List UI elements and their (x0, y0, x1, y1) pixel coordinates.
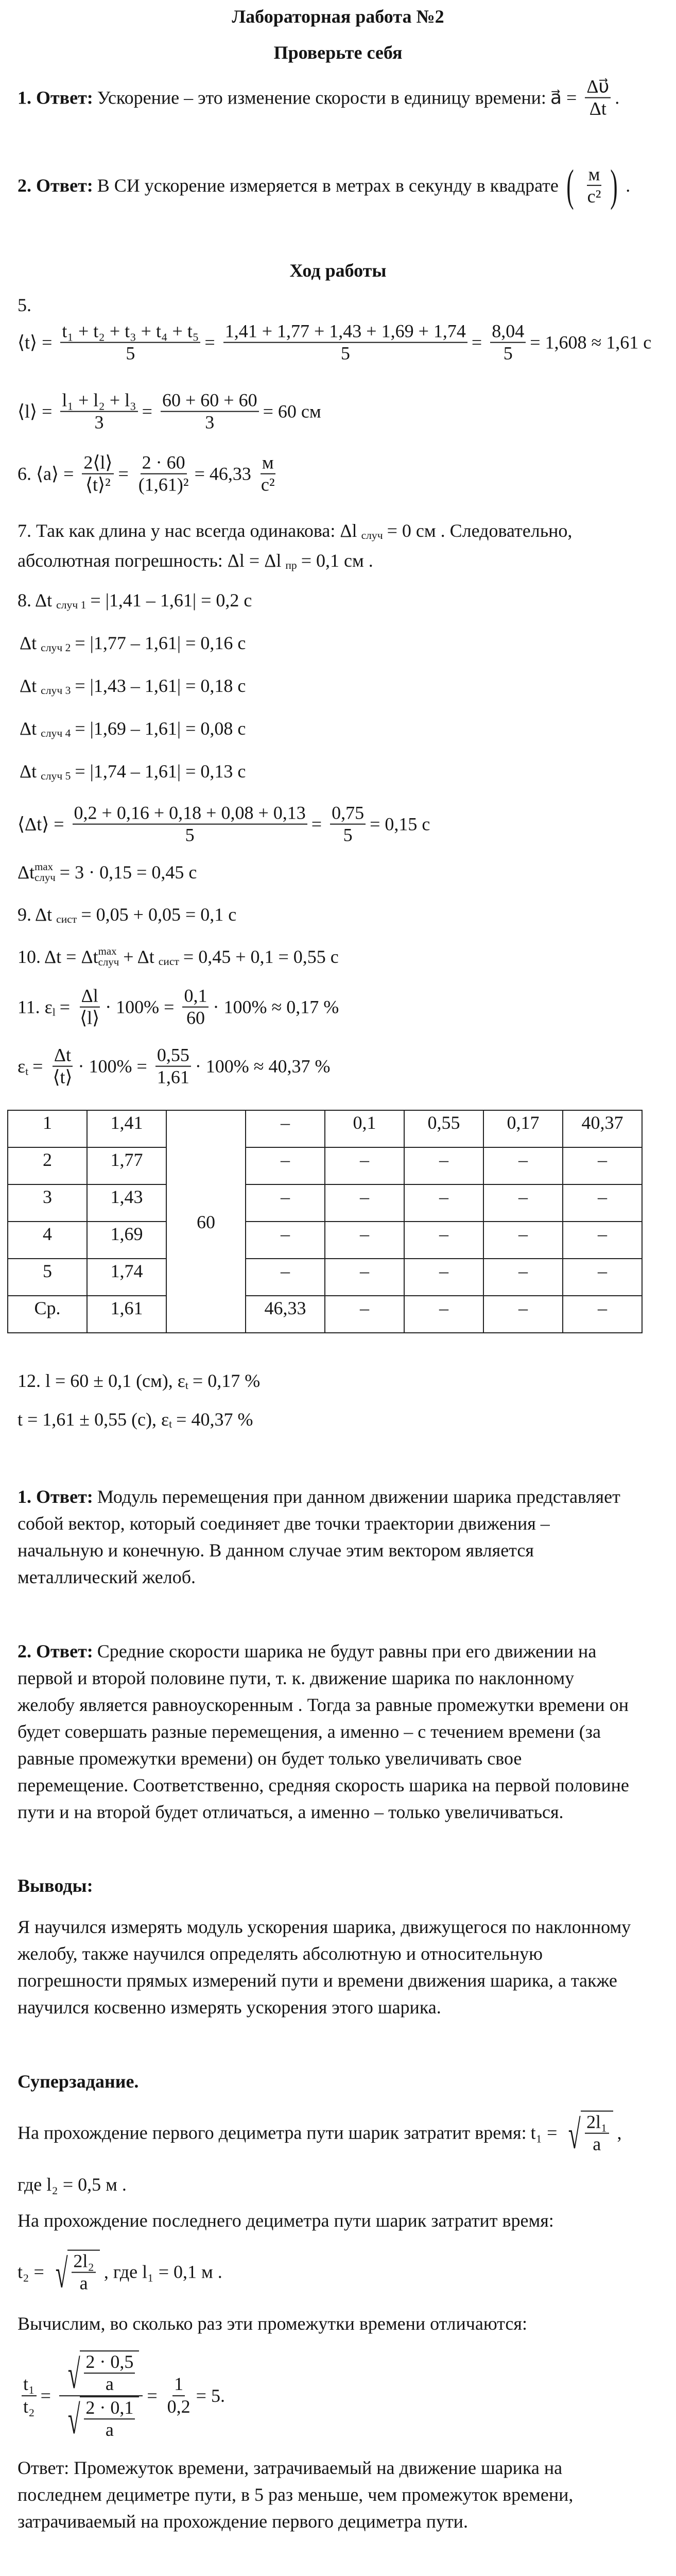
cell-trial-number: 4 (8, 1222, 87, 1259)
formula-lhs: ⟨t⟩ = (18, 332, 53, 353)
numerator: Δt (53, 1045, 73, 1067)
text: = |1,69 – 1,61| = 0,08 с (75, 718, 246, 739)
numerator: 1 (172, 2374, 185, 2396)
subscript: случ 2 (41, 641, 71, 654)
text: + Δt (123, 946, 154, 967)
fraction (137, 452, 190, 496)
cell-trial-number: 1 (8, 1110, 87, 1147)
cell-value: – (404, 1147, 483, 1184)
cell-value: – (246, 1147, 325, 1184)
text: · 100% = (78, 1056, 147, 1077)
section-heading-progress: Ход работы (289, 260, 387, 281)
radical-icon: √ (568, 2112, 581, 2158)
numerator: t₁ (22, 2374, 37, 2396)
radical-icon: √ (67, 2397, 80, 2443)
fraction (330, 803, 366, 846)
table-row (8, 1222, 642, 1259)
superscript: max (98, 945, 117, 958)
denominator: a (105, 2374, 114, 2395)
formula-lhs: a⃗ = (550, 88, 577, 108)
text: 11. ε (18, 997, 53, 1018)
text: = |1,43 – 1,61| = 0,18 с (75, 675, 246, 696)
text: Δt (20, 718, 37, 739)
answer-1-line (18, 1539, 538, 1561)
step-9-systematic-error (18, 904, 240, 925)
cell-value: – (483, 1147, 563, 1184)
denominator: 0,2 (167, 2396, 190, 2417)
fraction (73, 803, 307, 846)
answer-text: металлический желоб. (18, 1567, 196, 1587)
formula-lhs: ⟨l⟩ = (18, 401, 53, 422)
fraction (161, 390, 259, 434)
cell-time: 1,77 (87, 1147, 166, 1184)
step-12-length-result (18, 1370, 264, 1392)
text: Δt (20, 633, 37, 653)
answer-2-line (18, 1774, 633, 1796)
answer-text: В СИ ускорение измеряется в метрах в секунду в квадрате (97, 175, 559, 196)
answer-text: собой вектор, который соединяет две точки траектории движения – (18, 1513, 550, 1534)
denominator: ⟨t⟩² (85, 474, 111, 495)
random-error-row-4 (20, 718, 250, 739)
cell-value: – (325, 1147, 404, 1184)
punctuation: , (617, 2123, 622, 2143)
cell-value: – (404, 1296, 483, 1333)
cell-value: – (404, 1259, 483, 1296)
fraction (51, 1045, 74, 1089)
subscript: t (185, 1379, 188, 1392)
random-error-row-3 (20, 675, 250, 697)
answer-2-line (18, 1667, 578, 1689)
answer-1-line (18, 1486, 625, 1507)
numerator: Δυ⃗ (585, 76, 611, 98)
numerator: 2 · 60 (141, 452, 187, 474)
equals: = (118, 464, 129, 484)
answer-text: начальную и конечную. В данном случае этим вектором является (18, 1540, 534, 1561)
conclusions-line (18, 1943, 547, 1964)
numerator (59, 2350, 143, 2396)
text: желобу, также научился определять абсолютную и относительную (18, 1943, 543, 1964)
text: = 3 · 0,15 = 0,45 с (59, 862, 197, 883)
cell-value: – (404, 1184, 483, 1222)
answer-2-line (18, 1694, 633, 1716)
denominator: 5 (343, 825, 353, 845)
super-last-line (18, 2210, 558, 2231)
step-7-line-2 (18, 550, 377, 571)
subscript: случ 3 (41, 684, 71, 697)
punctuation: . (615, 88, 620, 108)
numerator: 0,75 (330, 803, 366, 825)
result: = 46,33 (194, 464, 251, 484)
table-row (8, 1110, 642, 1147)
text: = 0,05 + 0,05 = 0,1 с (81, 904, 237, 925)
equals: = (32, 1056, 43, 1077)
denominator: a (79, 2273, 88, 2294)
numerator: 0,1 (182, 986, 209, 1008)
formula-max-random-error (18, 861, 201, 883)
nested-fraction (59, 2350, 143, 2441)
answer-2-line (18, 1801, 568, 1823)
text: 7. Так как длина у нас всегда одинакова: Δl (18, 520, 357, 541)
denominator: 3 (205, 412, 215, 433)
fraction (72, 2251, 96, 2295)
result: = 1,608 ≈ 1,61 с (530, 332, 652, 353)
super-task-heading: Суперзадание. (18, 2071, 139, 2092)
denominator: с² (587, 186, 601, 207)
numerator: 0,2 + 0,16 + 0,18 + 0,08 + 0,13 (73, 803, 307, 825)
cell-value: – (246, 1110, 325, 1147)
denominator: 5 (503, 343, 513, 364)
cell-value: – (563, 1259, 642, 1296)
cell-value: – (246, 1222, 325, 1259)
cell-value: – (563, 1222, 642, 1259)
cell-time: 1,41 (87, 1110, 166, 1147)
super-ratio-formula (18, 2350, 229, 2441)
equals: = (204, 332, 215, 353)
radical-icon: √ (67, 2351, 80, 2397)
sup-sub (98, 946, 119, 968)
fraction (166, 2374, 192, 2418)
answer-text: Ускорение – это изменение скорости в единицу времени: (97, 88, 546, 108)
result: = 5. (196, 2385, 225, 2406)
answer-text: пути и на второй будет отличаться, а именно – только увеличиваться. (18, 1802, 564, 1822)
answer-text: первой и второй половине пути, т. к. движение шарика по наклонному (18, 1668, 575, 1688)
cell-time: 1,61 (87, 1296, 166, 1333)
answer-text: желобу является равноускоренным . Тогда за равные промежутки времени он (18, 1694, 629, 1715)
random-error-row-2 (20, 632, 250, 654)
numerator: l₁ + l₂ + l₃ (60, 390, 137, 412)
numerator: м (587, 164, 602, 186)
result: · 100% ≈ 0,17 % (213, 997, 339, 1018)
subscript: сист (56, 913, 77, 926)
result: · 100% ≈ 40,37 % (195, 1056, 331, 1077)
super-compare-line (18, 2313, 531, 2334)
fraction (84, 2351, 135, 2395)
cell-trial-number: 2 (8, 1147, 87, 1184)
text: Ответ: Промежуток времени, затрачиваемый на движение шарика на (18, 2458, 563, 2478)
text: = |1,41 – 1,61| = 0,2 с (90, 590, 252, 611)
fraction (84, 2397, 135, 2441)
left-paren: ( (566, 160, 574, 210)
text: Вычислим, во сколько раз эти промежутки времени отличаются: (18, 2313, 527, 2334)
cell-time: 1,74 (87, 1259, 166, 1296)
unit-fraction (259, 452, 276, 496)
text: Я научился измерять модуль ускорения шарика, движущегося по наклонному (18, 1917, 631, 1937)
subscript: случ (34, 871, 56, 884)
fraction (78, 986, 101, 1029)
text: = 0,17 % (192, 1370, 261, 1391)
formula-mean-random-error (18, 803, 434, 846)
text: где l₂ = 0,5 м . (18, 2174, 127, 2195)
formula-lhs: t₁ = (530, 2123, 558, 2143)
fraction (60, 321, 200, 365)
numerator: 0,55 (155, 1045, 191, 1067)
numerator: 2 · 0,1 (84, 2397, 135, 2419)
page-title: Лабораторная работа №2 (232, 6, 444, 27)
cell-value: 0,55 (404, 1110, 483, 1147)
fraction (60, 390, 137, 434)
table-row (8, 1259, 642, 1296)
denominator: a (593, 2134, 601, 2155)
cell-value: 0,1 (325, 1110, 404, 1147)
conclusions-heading: Выводы: (18, 1875, 93, 1896)
step-5-number (18, 294, 36, 316)
sqrt (63, 2350, 139, 2395)
equals: = (471, 332, 482, 353)
text: · 100% = (105, 997, 175, 1018)
cell-value: – (483, 1296, 563, 1333)
answer-1-line (18, 1566, 200, 1588)
equals: = (59, 997, 71, 1018)
numerator: t₁ + t₂ + t₃ + t₄ + t₅ (60, 321, 200, 343)
table-row (8, 1296, 642, 1333)
equals: = (142, 401, 152, 422)
numerator: 1,41 + 1,77 + 1,43 + 1,69 + 1,74 (223, 321, 467, 343)
answer-label: 2. Ответ: (18, 175, 93, 196)
conclusions-line (18, 1916, 635, 1938)
super-answer-line (18, 2511, 472, 2532)
answer-1-line (18, 1513, 554, 1534)
denominator: 5 (126, 343, 135, 364)
denominator: ⟨t⟩ (53, 1067, 73, 1088)
random-error-row-5 (20, 760, 250, 782)
answer-text: Модуль перемещения при данном движении шарика представляет (97, 1486, 620, 1507)
table-row (8, 1147, 642, 1184)
sup-sub (34, 861, 56, 883)
text: , где l₁ = 0,1 м . (103, 2262, 222, 2282)
result: = 60 см (263, 401, 321, 422)
equals: = (40, 2385, 51, 2406)
cell-value: – (563, 1184, 642, 1222)
text: = |1,74 – 1,61| = 0,13 с (75, 761, 246, 782)
denominator (59, 2396, 143, 2441)
formula-mean-acceleration (18, 452, 281, 496)
cell-value: – (404, 1222, 483, 1259)
numerator: 2l₂ (72, 2251, 96, 2273)
cell-value: – (563, 1296, 642, 1333)
numerator: 2l₁ (585, 2112, 609, 2134)
numerator: 8,04 (490, 321, 526, 343)
conclusions-line (18, 1970, 621, 1991)
step-7-line-1 (18, 520, 576, 541)
right-paren: ) (610, 160, 618, 210)
cell-value: – (483, 1222, 563, 1259)
numerator: 60 + 60 + 60 (161, 390, 259, 412)
text: 9. Δt (18, 904, 53, 925)
text: = 0,45 + 0,1 = 0,55 с (183, 946, 339, 967)
cell-value: 46,33 (246, 1296, 325, 1333)
section-heading-check: Проверьте себя (273, 42, 403, 63)
numerator: Δl (80, 986, 100, 1008)
fraction (155, 1045, 191, 1089)
formula-mean-time (18, 321, 655, 365)
text: затрачиваемый на прохождение первого дециметра пути. (18, 2511, 468, 2532)
super-t2-formula (18, 2250, 227, 2295)
answer-2-line (18, 1640, 600, 1662)
cell-value: – (325, 1184, 404, 1222)
denominator: a (105, 2419, 114, 2441)
denominator: 60 (186, 1008, 205, 1028)
cell-value: – (325, 1296, 404, 1333)
random-error-row-1 (18, 589, 256, 611)
text: t = 1,61 ± 0,55 (с), ε (18, 1409, 169, 1430)
text: Δt (18, 862, 35, 883)
result: = 0,15 с (370, 814, 430, 835)
step-number: 5. (18, 295, 31, 315)
text: Δt (20, 761, 37, 782)
answer-text: перемещение. Соответственно, средняя скорость шарика на первой половине (18, 1775, 629, 1795)
text: Δt (20, 675, 37, 696)
answer-text: Средние скорости шарика не будут равны при его движении на (97, 1641, 597, 1662)
subscript: случ 4 (41, 727, 71, 740)
sqrt (63, 2396, 139, 2441)
denominator: 5 (340, 343, 350, 364)
denominator: Δt (589, 98, 606, 119)
fraction (182, 986, 209, 1029)
text: научился косвенно измерять ускорения этого шарика. (18, 1997, 441, 2018)
text: 8. Δt (18, 590, 53, 611)
radical-icon: √ (55, 2251, 68, 2297)
numerator: 2⟨l⟩ (82, 452, 114, 474)
step-10-total-error (18, 946, 343, 968)
answer-2-line (18, 1721, 605, 1742)
text: На прохождение первого дециметра пути шарик затратит время: (18, 2123, 527, 2143)
equals: = (147, 2385, 158, 2406)
subscript: t (25, 1065, 29, 1078)
text: = |1,77 – 1,61| = 0,16 с (75, 633, 246, 653)
formula-lhs: t₂ = (18, 2262, 44, 2282)
text: погрешности прямых измерений пути и времени движения шарика, а также (18, 1970, 617, 1991)
answer-text: равные промежутки времени) он будет только увеличивать свое (18, 1748, 522, 1769)
fraction (82, 452, 114, 496)
answer-label: 1. Ответ: (18, 1486, 93, 1507)
cell-value: – (246, 1259, 325, 1296)
cell-value: – (483, 1259, 563, 1296)
denominator: 5 (185, 825, 195, 845)
step-12-time-result (18, 1409, 257, 1430)
answer-label: 2. Ответ: (18, 1641, 93, 1662)
cell-time: 1,69 (87, 1222, 166, 1259)
sqrt (563, 2111, 613, 2156)
numerator: 2 · 0,5 (84, 2351, 135, 2374)
sqrt (50, 2250, 100, 2295)
conclusions-line (18, 1996, 445, 2018)
subscript: l (52, 1006, 56, 1019)
super-where-1 (18, 2174, 131, 2195)
denominator: t₂ (23, 2396, 35, 2417)
numerator: м (261, 452, 275, 474)
fraction (223, 321, 467, 365)
formula-mean-length (18, 390, 325, 434)
superscript: max (34, 860, 54, 873)
super-answer-line (18, 2457, 566, 2479)
table-row (8, 1184, 642, 1222)
cell-length: 60 (166, 1110, 246, 1333)
subscript: случ 5 (41, 770, 71, 783)
cell-value: – (325, 1222, 404, 1259)
text: = 0 см . Следовательно, (387, 520, 573, 541)
cell-trial-number: 3 (8, 1184, 87, 1222)
cell-trial-number: 5 (8, 1259, 87, 1296)
cell-trial-number: Ср. (8, 1296, 87, 1333)
unit-fraction (586, 164, 603, 208)
subscript: случ (98, 956, 119, 968)
answer-label: 1. Ответ: (18, 88, 93, 108)
cell-value: 40,37 (563, 1110, 642, 1147)
denominator: с² (261, 474, 275, 495)
formula-relative-error-time (18, 1045, 335, 1089)
subscript: случ (361, 529, 383, 542)
cell-value: – (563, 1147, 642, 1184)
fraction (490, 321, 526, 365)
text: На прохождение последнего дециметра пути шарик затратит время: (18, 2210, 554, 2231)
answer-2-line (18, 1748, 526, 1769)
text: абсолютная погрешность: Δl = Δl (18, 550, 282, 571)
cell-value: – (246, 1184, 325, 1222)
denominator: (1,61)² (138, 474, 189, 495)
fraction (585, 76, 611, 120)
super-answer-line (18, 2484, 577, 2505)
subscript: пр (285, 559, 297, 572)
equals: = (311, 814, 322, 835)
results-table (7, 1110, 643, 1333)
formula-lhs: 6. ⟨a⟩ = (18, 464, 74, 484)
cell-time: 1,43 (87, 1184, 166, 1222)
fraction (585, 2112, 609, 2156)
subscript: t (169, 1418, 172, 1431)
fraction (22, 2374, 37, 2418)
denominator: 3 (94, 412, 104, 433)
subscript: сист (158, 955, 179, 968)
cell-value: 0,17 (483, 1110, 563, 1147)
check-answer-2 (18, 160, 634, 210)
subscript: случ 1 (56, 599, 86, 612)
text: последнем дециметре пути, в 5 раз меньше, чем промежуток времени, (18, 2484, 574, 2505)
super-first-line (18, 2111, 626, 2156)
formula-relative-error-length (18, 986, 343, 1029)
punctuation: . (626, 175, 631, 196)
formula-lhs: ⟨Δt⟩ = (18, 814, 64, 835)
text: 12. l = 60 ± 0,1 (см), ε (18, 1370, 185, 1391)
text: 10. Δt = Δt (18, 946, 98, 967)
cell-value: – (483, 1184, 563, 1222)
denominator: ⟨l⟩ (80, 1008, 100, 1028)
answer-text: будет совершать разные перемещения, а именно – с течением времени (за (18, 1721, 601, 1742)
text: = 0,1 см . (301, 550, 373, 571)
check-answer-1 (18, 76, 623, 120)
text: = 40,37 % (176, 1409, 253, 1430)
cell-value: – (325, 1259, 404, 1296)
denominator: 1,61 (157, 1067, 189, 1088)
text: ε (18, 1056, 26, 1077)
